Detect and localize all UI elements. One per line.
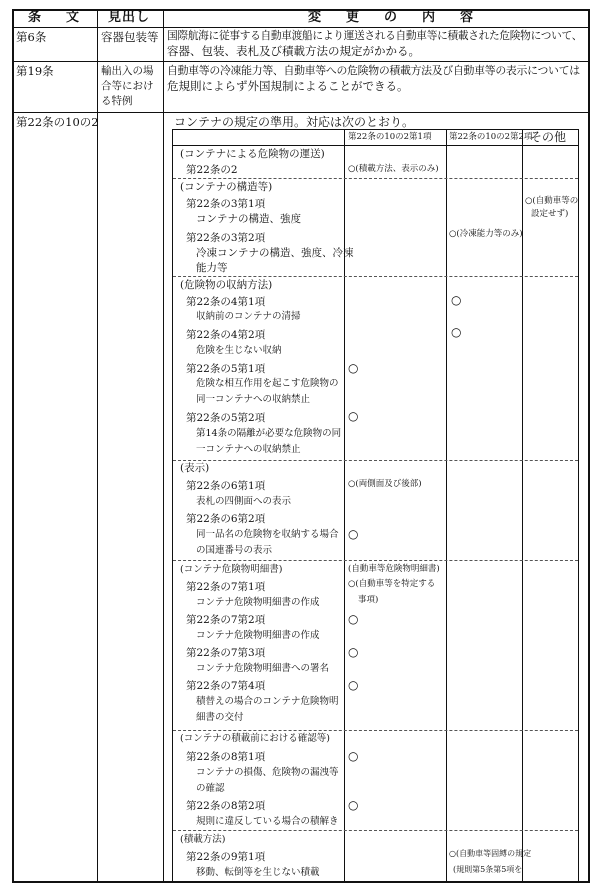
clause-label: 第22条の6第1項 — [186, 480, 266, 492]
subheader-col2: 第22条の10の2第2項 — [449, 132, 533, 142]
inner-top — [172, 129, 579, 130]
clause-label: 第22条の6第2項 — [186, 513, 266, 525]
row2-title-line3: る特例 — [101, 95, 133, 107]
col2-mark: ○ — [451, 293, 462, 307]
row2-content-line2: 危規則によらず外国規制によることができる。 — [167, 79, 409, 93]
row1-content-line2: 容器、包装、表札及び積載方法の規定がかかる。 — [167, 44, 420, 58]
row2-title-line1: 輸出入の場 — [101, 65, 154, 77]
group-separator — [173, 178, 578, 179]
header-rule — [12, 27, 590, 28]
clause-label: 第22条の8第1項 — [186, 751, 266, 763]
frame-bottom — [12, 881, 590, 883]
col2-mark: (規則第5条第5項を — [453, 865, 523, 874]
group-heading: (危険物の収納方法) — [180, 279, 273, 291]
col1-mark: 事項) — [358, 595, 379, 605]
row3-article: 第22条の10の2 — [16, 115, 99, 129]
row2-article: 第19条 — [16, 64, 54, 78]
subheader-col3: その他 — [530, 130, 567, 144]
clause-label: 第22条の4第1項 — [186, 296, 266, 308]
col1-mark: ○ — [348, 409, 359, 423]
group-heading-col1: (自動車等危険物明細書) — [348, 564, 440, 574]
clause-desc: 同一コンテナへの収納禁止 — [196, 394, 311, 405]
clause-label: 第22条の7第4項 — [186, 680, 266, 692]
inner-header-rule — [172, 145, 579, 146]
row-rule-2 — [12, 112, 590, 113]
clause-desc: 表札の四側面への表示 — [196, 496, 292, 507]
clause-desc: 移動、転倒等を生じない積載 — [196, 867, 320, 878]
row3-intro: コンテナの規定の準用。対応は次のとおり。 — [174, 115, 415, 129]
clause-label: 第22条の5第1項 — [186, 363, 266, 375]
col3-mark: 設定せず) — [531, 209, 569, 219]
clause-label: 第22条の9第1項 — [186, 851, 266, 863]
row2-content-line1: 自動車等の冷凍能力等、自動車等への危険物の積載方法及び自動車等の表示については — [167, 64, 580, 77]
clause-desc: 冷凍コンテナの構造、強度、冷凍 — [196, 247, 354, 259]
clause-desc: 細書の交付 — [196, 712, 244, 723]
clause-desc: 危険な相互作用を起こす危険物の — [196, 378, 339, 389]
col1-mark: ○ — [348, 361, 359, 375]
col1-mark: ○(自動車等を特定する — [348, 579, 436, 589]
clause-label: 第22条の7第1項 — [186, 581, 266, 593]
clause-desc: 収納前のコンテナの清掃 — [196, 311, 301, 322]
header-content: 変 更 の 内 容 — [308, 10, 480, 25]
clause-desc: コンテナ危険物明細書への署名 — [196, 663, 330, 674]
clause-desc: 規則に違反している場合の積解き — [196, 816, 339, 827]
group-heading: (コンテナの積載前における確認等) — [180, 733, 330, 744]
col1-mark: ○ — [348, 678, 359, 692]
col1-mark: ○ — [348, 798, 359, 812]
inner-right — [578, 129, 579, 882]
inner-col-1 — [344, 129, 345, 882]
col2-mark: ○(自動車等固縛の規定 — [449, 849, 532, 858]
header-title: 見出し — [108, 10, 151, 25]
group-separator — [173, 560, 578, 561]
col2-mark: ○(冷凍能力等のみ) — [449, 229, 523, 239]
col1-mark: ○ — [348, 527, 359, 541]
row1-title: 容器包装等 — [101, 30, 159, 44]
clause-desc: 積替えの場合のコンテナ危険物明 — [196, 696, 339, 707]
col3-mark: ○(自動車等の — [525, 196, 579, 206]
frame-top — [12, 9, 590, 11]
clause-label: 第22条の8第2項 — [186, 800, 266, 812]
col-divider-1 — [97, 9, 98, 883]
col1-mark: ○(両側面及び後部) — [348, 479, 422, 489]
group-heading: (積載方法) — [180, 834, 226, 845]
group-heading: (コンテナ危険物明細書) — [180, 564, 283, 575]
row1-article: 第6条 — [16, 30, 47, 44]
clause-desc: 危険を生じない収納 — [196, 345, 282, 356]
clause-label: 第22条の5第2項 — [186, 412, 266, 424]
clause-desc: コンテナ危険物明細書の作成 — [196, 597, 320, 608]
group-separator — [173, 830, 578, 831]
group-heading: (コンテナによる危険物の運送) — [180, 148, 325, 160]
clause-desc: 能力等 — [196, 262, 228, 274]
clause-desc: 同一品名の危険物を収納する場合 — [196, 529, 339, 540]
header-article: 条 文 — [28, 10, 86, 25]
group-heading: (コンテナの構造等) — [180, 181, 273, 193]
row2-title-line2: 合等におけ — [101, 80, 154, 92]
clause-desc: の確認 — [196, 783, 225, 794]
col1-mark: ○ — [348, 645, 359, 659]
col1-mark: ○ — [348, 612, 359, 626]
group-separator — [173, 460, 578, 461]
group-separator — [173, 730, 578, 731]
clause-desc: 一コンテナへの収納禁止 — [196, 444, 301, 455]
clause-desc: の国連番号の表示 — [196, 545, 273, 556]
col-divider-2 — [163, 9, 164, 883]
group-separator — [173, 276, 578, 277]
clause-desc: コンテナ危険物明細書の作成 — [196, 630, 320, 641]
clause-desc: コンテナの構造、強度 — [196, 213, 301, 225]
clause-desc: コンテナの損傷、危険物の漏洩等 — [196, 767, 339, 778]
col1-mark: ○(積載方法、表示のみ) — [348, 164, 439, 174]
col1-mark: ○ — [348, 749, 359, 763]
col2-mark: ○ — [451, 325, 462, 339]
clause-label: 第22条の7第3項 — [186, 647, 266, 659]
group-heading: (表示) — [180, 462, 210, 474]
inner-col-2 — [446, 129, 447, 882]
clause-desc: 第14条の隔離が必要な危険物の同 — [196, 428, 342, 439]
subheader-col1: 第22条の10の2第1項 — [348, 132, 432, 142]
inner-col-3 — [522, 129, 523, 882]
clause-label: 第22条の4第2項 — [186, 329, 266, 341]
frame-right — [588, 9, 590, 883]
clause-label: 第22条の3第2項 — [186, 232, 266, 244]
inner-left — [172, 129, 173, 882]
clause-label: 第22条の3第1項 — [186, 198, 266, 210]
row1-content-line1: 国際航海に従事する自動車渡船により運送される自動車等に積載された危険物について、 — [167, 29, 583, 42]
clause-label: 第22条の2 — [186, 164, 238, 176]
clause-label: 第22条の7第2項 — [186, 614, 266, 626]
frame-left — [12, 9, 14, 883]
row-rule-1 — [12, 61, 590, 62]
